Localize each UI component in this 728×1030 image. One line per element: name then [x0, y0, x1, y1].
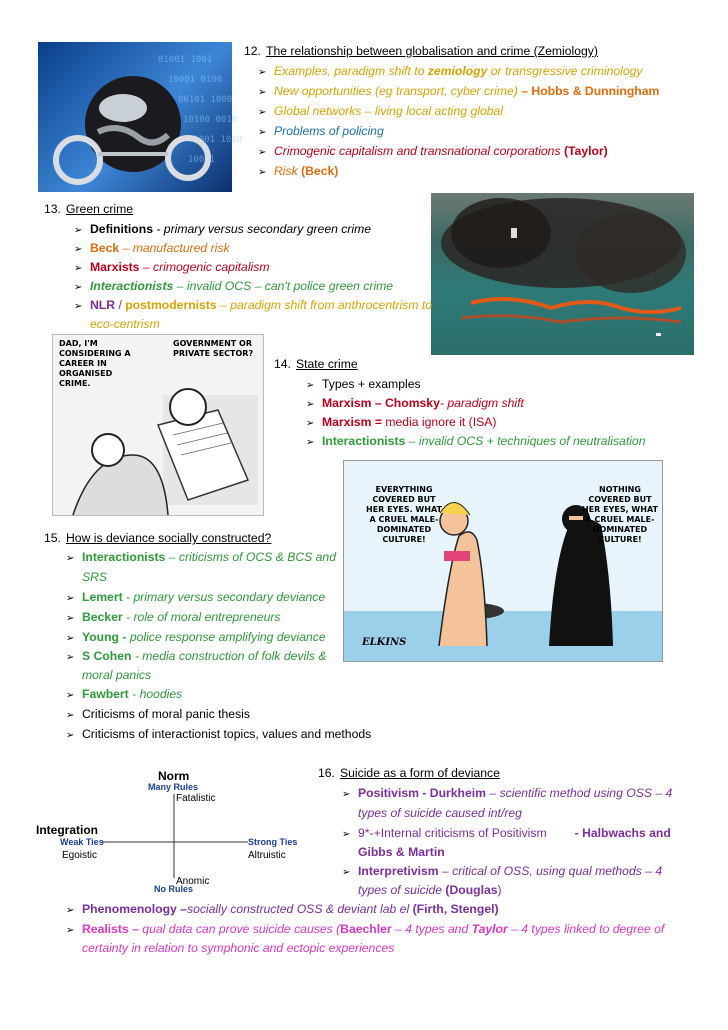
- suicide-typology-diagram: [36, 766, 304, 894]
- globe-handcuffs-graphic: [38, 42, 243, 192]
- s15-heading: 15. How is deviance socially constructed?: [44, 531, 272, 545]
- arrow-bullet-icon: ➢: [258, 67, 267, 78]
- s13-item-2: ➢ Beck – manufactured risk: [74, 241, 230, 255]
- diagram-fatalistic-label: Fatalistic: [176, 793, 216, 804]
- s12-item-4: ➢ Problems of policing: [258, 124, 384, 138]
- arrow-bullet-icon: ➢: [306, 418, 315, 429]
- diagram-weak-ties-label: Weak Ties: [60, 837, 104, 847]
- arrow-bullet-icon: ➢: [66, 690, 75, 701]
- s12-item-2: ➢ New opportunities (eg transport, cyber crime) – Hobbs & Dunningham: [258, 84, 660, 98]
- arrow-bullet-icon: ➢: [258, 107, 267, 118]
- s16-item-5-cont: certainty in relation to symphonic and ectopic experiences: [82, 941, 395, 955]
- s13-item-1: ➢ Definitions - primary versus secondary green crime: [74, 222, 372, 236]
- arrow-bullet-icon: ➢: [66, 710, 75, 721]
- cartoon1-dad-bubble: GOVERNMENT OR PRIVATE SECTOR?: [173, 339, 254, 358]
- s14-item-3: ➢ Marxism = media ignore it (ISA): [306, 415, 497, 429]
- arrow-bullet-icon: ➢: [74, 225, 83, 236]
- s16-item-3-cont: types of suicide (Douglas): [358, 883, 502, 897]
- arrow-bullet-icon: ➢: [74, 244, 83, 255]
- diagram-strong-ties-label: Strong Ties: [248, 837, 298, 847]
- arrow-bullet-icon: ➢: [66, 925, 75, 936]
- s15-item-8: ➢ Criticisms of interactionist topics, values and methods: [66, 727, 372, 741]
- veil-cartoon: [343, 460, 663, 662]
- cartoon2-right-bubble: NOTHING COVERED BUT HER EYES, WHAT A CRUEL MALE-DOMINATED CULTURE!: [582, 485, 658, 544]
- arrow-bullet-icon: ➢: [258, 87, 267, 98]
- diagram-egoistic-label: Egoistic: [62, 850, 98, 861]
- s15-item-1-cont: SRS: [82, 570, 108, 584]
- arrow-bullet-icon: ➢: [306, 399, 315, 410]
- s13-item-4: ➢ Interactionists – invalid OCS – can't police green crime: [74, 279, 394, 293]
- arrow-bullet-icon: ➢: [342, 789, 351, 800]
- s15-item-1: ➢ Interactionists – criticisms of OCS & BCS and: [66, 550, 336, 564]
- s12-item-3: ➢ Global networks – living local acting global: [258, 104, 503, 118]
- s16-item-1: ➢ Positivism - Durkheim – scientific method using OSS – 4: [342, 786, 673, 800]
- diagram-integration-label: Integration: [36, 823, 98, 837]
- arrow-bullet-icon: ➢: [66, 905, 75, 916]
- s16-item-2-cont: Gibbs & Martin: [358, 845, 445, 859]
- s15-item-6: ➢ Fawbert - hoodies: [66, 687, 183, 701]
- arrow-bullet-icon: ➢: [342, 829, 351, 840]
- arrow-bullet-icon: ➢: [66, 652, 75, 663]
- s13-item-5: ➢ NLR / postmodernists – paradigm shift from anthrocentrism to: [74, 298, 433, 312]
- s14-heading: 14. State crime: [274, 357, 358, 371]
- s14-item-4: ➢ Interactionists – invalid OCS + techniques of neutralisation: [306, 434, 646, 448]
- diagram-no-rules-label: No Rules: [154, 884, 194, 894]
- arrow-bullet-icon: ➢: [66, 613, 75, 624]
- arrow-bullet-icon: ➢: [66, 633, 75, 644]
- arrow-bullet-icon: ➢: [66, 553, 75, 564]
- svg-text:00101 1000: 00101 1000: [178, 95, 233, 105]
- s15-item-4: ➢ Young - police response amplifying deviance: [66, 630, 326, 644]
- s16-item-1-cont: types of suicide caused int/reg: [358, 806, 522, 820]
- s14-item-1: ➢ Types + examples: [306, 377, 421, 391]
- s13-item-3: ➢ Marxists – crimogenic capitalism: [74, 260, 270, 274]
- s15-item-5-cont: moral panics: [82, 668, 152, 682]
- cartoon2-signature: ELKINS: [362, 637, 407, 648]
- arrow-bullet-icon: ➢: [66, 730, 75, 741]
- svg-text:10100 0010: 10100 0010: [183, 115, 238, 125]
- s15-item-2: ➢ Lemert - primary versus secondary deviance: [66, 590, 326, 604]
- s12-item-1: ➢ Examples, paradigm shift to zemiology or transgressive criminology: [258, 64, 643, 78]
- s15-item-5: ➢ S Cohen - media construction of folk devils &: [66, 649, 327, 663]
- s13-heading: 13. Green crime: [44, 202, 134, 216]
- diagram-many-rules-label: Many Rules: [148, 782, 199, 792]
- s15-item-3: ➢ Becker - role of moral entrepreneurs: [66, 610, 281, 624]
- cartoon2-left-bubble: EVERYTHING COVERED BUT HER EYES. WHAT A CRUEL MALE-DOMINATED CULTURE!: [366, 485, 442, 544]
- diagram-norm-label: Norm: [158, 769, 190, 783]
- s16-item-2: ➢ 9*-+Internal criticisms of Positivism - Halbwachs and: [342, 826, 671, 840]
- arrow-bullet-icon: ➢: [74, 263, 83, 274]
- cartoon1-son-bubble: DAD, I'M CONSIDERING A CAREER IN ORGANISED CRIME.: [59, 339, 131, 388]
- s12-item-5: ➢ Crimogenic capitalism and transnational corporations (Taylor): [258, 144, 608, 158]
- arrow-bullet-icon: ➢: [258, 127, 267, 138]
- s14-item-2: ➢ Marxism – Chomsky- paradigm shift: [306, 396, 524, 410]
- arrow-bullet-icon: ➢: [306, 380, 315, 391]
- arrow-bullet-icon: ➢: [74, 282, 83, 293]
- diagram-altruistic-label: Altruistic: [248, 850, 286, 861]
- globe-handcuffs-image: [38, 42, 243, 192]
- arrow-bullet-icon: ➢: [258, 167, 267, 178]
- s12-heading: 12. The relationship between globalisation and crime (Zemiology): [244, 44, 598, 58]
- s13-item-5-cont: eco-centrism: [90, 317, 160, 331]
- s16-item-4: ➢ Phenomenology –socially constructed OSS & deviant lab el (Firth, Stengel): [66, 902, 499, 916]
- diagram-anomic-label: Anomic: [176, 876, 210, 887]
- s16-item-5: ➢ Realists – qual data can prove suicide causes (Baechler – 4 types and Taylor – 4 types linked to degree of: [66, 922, 665, 936]
- arrow-bullet-icon: ➢: [306, 437, 315, 448]
- svg-text:10001 0100: 10001 0100: [168, 75, 223, 85]
- svg-text:01001 1001: 01001 1001: [158, 55, 213, 65]
- s15-item-7: ➢ Criticisms of moral panic thesis: [66, 707, 250, 721]
- arrow-bullet-icon: ➢: [258, 147, 267, 158]
- arrow-bullet-icon: ➢: [342, 867, 351, 878]
- oil-spill-photo: [431, 193, 694, 355]
- arrow-bullet-icon: ➢: [66, 593, 75, 604]
- arrow-bullet-icon: ➢: [74, 301, 83, 312]
- s16-heading: 16. Suicide as a form of deviance: [318, 766, 500, 780]
- oil-fire-graphic: [431, 193, 694, 355]
- svg-text:01001 1010: 01001 1010: [188, 135, 243, 145]
- s16-item-3: ➢ Interpretivism – critical of OSS, using qual methods – 4: [342, 864, 663, 878]
- organised-crime-cartoon: [52, 334, 264, 516]
- svg-text:10001: 10001: [188, 155, 216, 165]
- s12-item-6: ➢ Risk (Beck): [258, 164, 339, 178]
